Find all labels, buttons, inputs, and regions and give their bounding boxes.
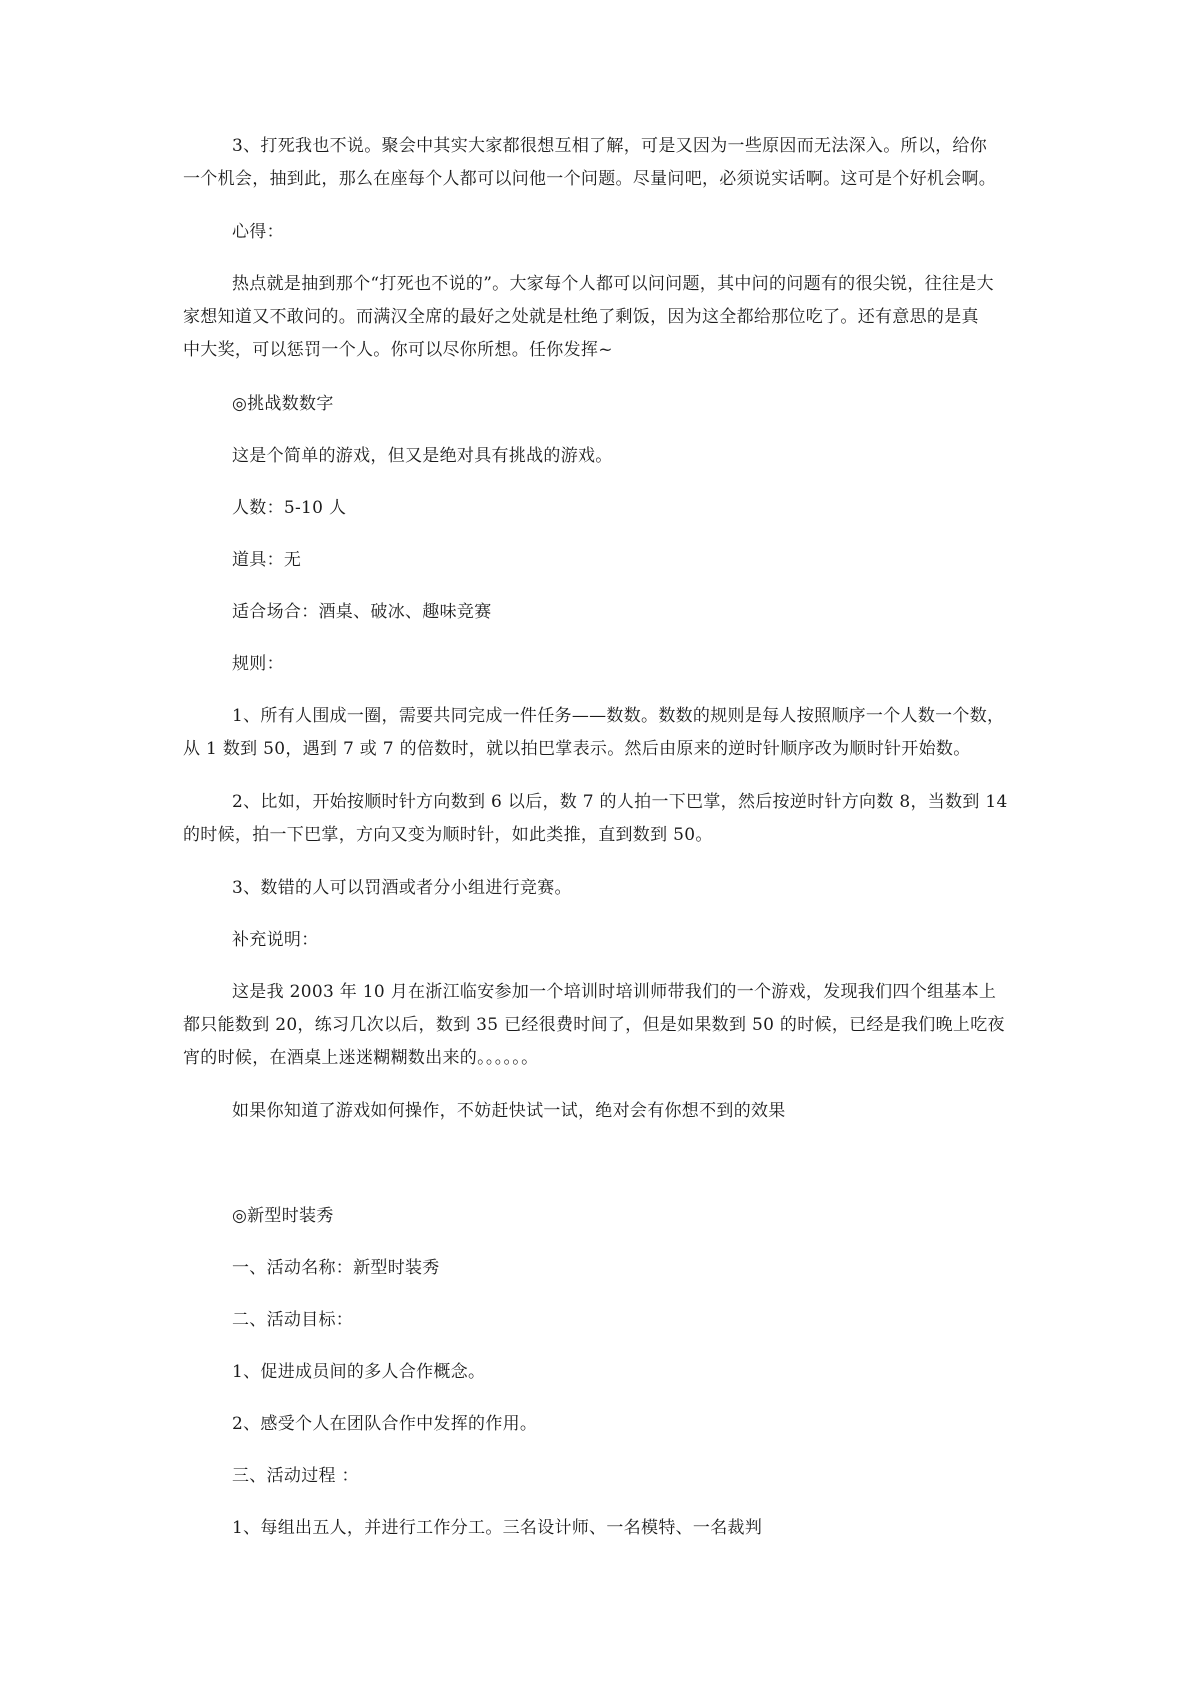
paragraph-goal2: 2、感受个人在团队合作中发挥的作用。 [232, 1414, 538, 1434]
paragraph-rule-3-line-1: 3、打死我也不说。聚会中其实大家都很想互相了解，可是又因为一些原因而无法深入。所以，给你 [232, 136, 988, 156]
heading-rules: 规则： [232, 654, 284, 674]
paragraph-activity-name: 一、活动名称：新型时装秀 [232, 1258, 440, 1278]
paragraph-challenge-intro: 这是个简单的游戏，但又是绝对具有挑战的游戏。 [232, 446, 613, 466]
paragraph-supplement-line-3: 宵的时候，在酒桌上迷迷糊糊数出来的。。。。。。 [183, 1048, 539, 1068]
paragraph-xinde-line-2: 家想知道又不敢问的。而满汉全席的最好之处就是杜绝了剩饭，因为这全都给那位吃了。还有意思的是真 [183, 307, 979, 327]
paragraph-process1: 1、每组出五人，并进行工作分工。三名设计师、一名模特、一名裁判 [232, 1518, 763, 1538]
paragraph-supplement-line-2: 都只能数到 20，练习几次以后，数到 35 已经很费时间了，但是如果数到 50 的时候，已经是我们晚上吃夜 [183, 1015, 1005, 1035]
paragraph-rule2-line-1: 2、比如，开始按顺时针方向数到 6 以后，数 7 的人拍一下巴掌，然后按逆时针方向数 8，当数到 14 [232, 792, 1008, 812]
section-title-fashion: ◎新型时装秀 [232, 1206, 334, 1226]
paragraph-rule2-line-2: 的时候，拍一下巴掌，方向又变为顺时针，如此类推，直到数到 50。 [183, 825, 713, 845]
paragraph-xinde-line-3: 中大奖，可以惩罚一个人。你可以尽你所想。任你发挥~ [183, 340, 613, 360]
paragraph-rule1-line-2: 从 1 数到 50，遇到 7 或 7 的倍数时，就以拍巴掌表示。然后由原来的逆时针顺序改为顺时针开始数。 [183, 739, 971, 759]
paragraph-tryit: 如果你知道了游戏如何操作，不妨赶快试一试，绝对会有你想不到的效果 [232, 1101, 786, 1121]
paragraph-goal1: 1、促进成员间的多人合作概念。 [232, 1362, 486, 1382]
section-title-challenge: ◎挑战数数字 [232, 394, 334, 414]
paragraph-rule-3-line-2: 一个机会，抽到此，那么在座每个人都可以问他一个问题。尽量问吧，必须说实话啊。这可是个好机会啊。 [183, 169, 997, 189]
paragraph-activity-goal: 二、活动目标： [232, 1310, 354, 1330]
heading-xinde: 心得： [232, 222, 284, 242]
paragraph-occasion: 适合场合：酒桌、破冰、趣味竞赛 [232, 602, 492, 622]
paragraph-supplement-line-1: 这是我 2003 年 10 月在浙江临安参加一个培训时培训师带我们的一个游戏，发现我们四个组基本上 [232, 982, 997, 1002]
paragraph-people: 人数：5-10 人 [232, 498, 347, 518]
heading-supplement: 补充说明： [232, 930, 319, 950]
paragraph-xinde-line-1: 热点就是抽到那个“打死也不说的”。大家每个人都可以问问题，其中问的问题有的很尖锐，往往是大 [232, 274, 994, 294]
paragraph-rule1-line-1: 1、所有人围成一圈，需要共同完成一件任务——数数。数数的规则是每人按照顺序一个人数一个数， [232, 706, 1005, 726]
paragraph-props: 道具：无 [232, 550, 302, 570]
paragraph-rule3: 3、数错的人可以罚酒或者分小组进行竞赛。 [232, 878, 572, 898]
paragraph-activity-process: 三、活动过程 ： [232, 1466, 359, 1486]
